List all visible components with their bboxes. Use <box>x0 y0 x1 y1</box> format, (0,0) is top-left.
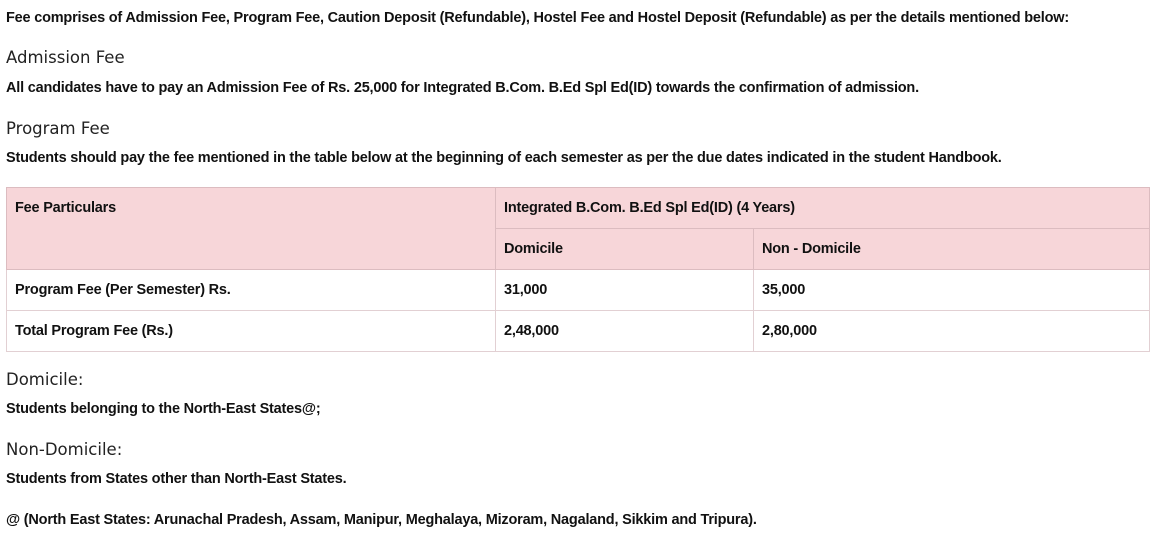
header-program-name: Integrated B.Com. B.Ed Spl Ed(ID) (4 Years) <box>496 188 1150 229</box>
domicile-text: Students belonging to the North-East States@; <box>6 401 321 417</box>
non-domicile-heading: Non-Domicile: <box>6 440 123 459</box>
non-domicile-value: 2,80,000 <box>754 311 1150 352</box>
non-domicile-value: 35,000 <box>754 270 1150 311</box>
footnote-text: @ (North East States: Arunachal Pradesh, Assam, Manipur, Meghalaya, Mizoram, Nagaland, Sikkim and Tripura). <box>6 512 757 528</box>
admission-fee-text: All candidates have to pay an Admission Fee of Rs. 25,000 for Integrated B.Com. B.Ed Spl Ed(ID) towards the confirmation of admission. <box>6 80 919 96</box>
program-fee-heading: Program Fee <box>6 119 110 138</box>
header-fee-particulars: Fee Particulars <box>7 188 496 270</box>
domicile-heading: Domicile: <box>6 370 84 389</box>
row-label: Program Fee (Per Semester) Rs. <box>7 270 496 311</box>
row-label: Total Program Fee (Rs.) <box>7 311 496 352</box>
table-header-row <box>7 188 1150 229</box>
header-non-domicile: Non - Domicile <box>754 229 1150 270</box>
domicile-value: 2,48,000 <box>496 311 754 352</box>
program-fee-text: Students should pay the fee mentioned in the table below at the beginning of each semester as per the due dates indicated in the student Handbook. <box>6 150 1002 166</box>
intro-text: Fee comprises of Admission Fee, Program Fee, Caution Deposit (Refundable), Hostel Fee and Hostel Deposit (Refundable) as per the details mentioned below: <box>6 10 1069 26</box>
admission-fee-heading: Admission Fee <box>6 48 125 67</box>
header-domicile: Domicile <box>496 229 754 270</box>
non-domicile-text: Students from States other than North-East States. <box>6 471 347 487</box>
table-row <box>7 270 1150 311</box>
fee-table <box>6 187 1150 352</box>
table-row <box>7 311 1150 352</box>
domicile-value: 31,000 <box>496 270 754 311</box>
